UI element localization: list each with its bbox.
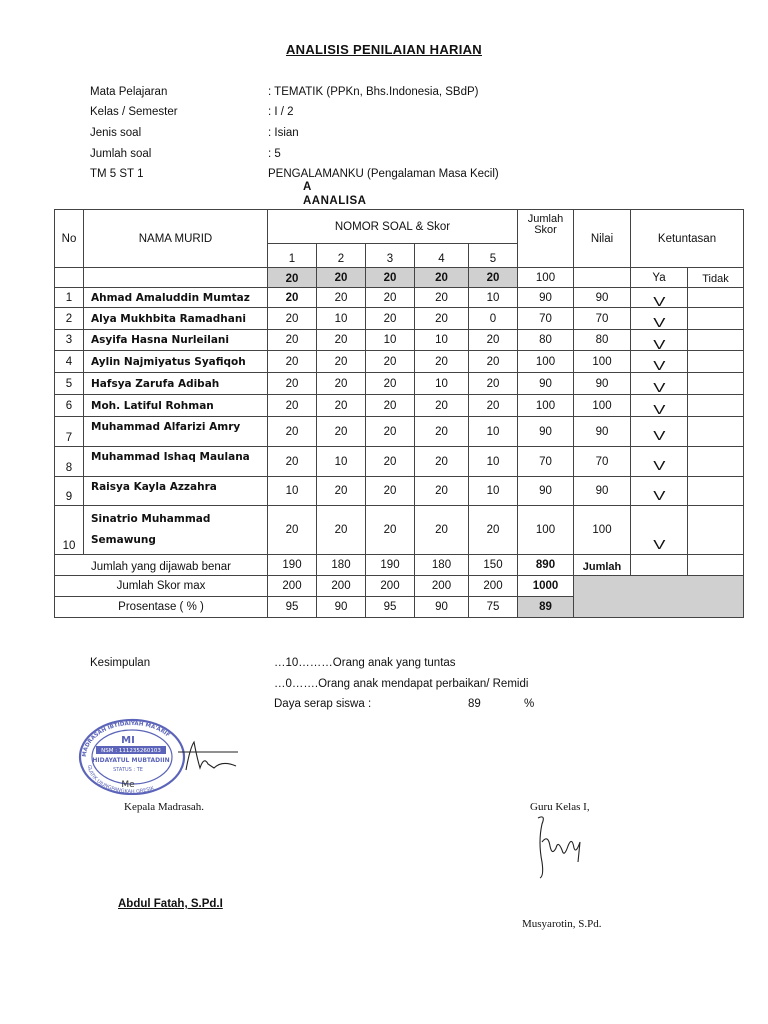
ya-cell (631, 351, 688, 373)
summary-row-benar (55, 555, 744, 576)
stamp-arc-text: MADRASAH IBTIDAIYAH MA'ARIF (81, 720, 171, 758)
score-cell: 20 (268, 330, 317, 351)
summary-jumlah-label: Jumlah (574, 555, 631, 576)
score-cell: 10 (366, 330, 415, 351)
tidak-cell (688, 351, 744, 373)
score-cell: 10 (469, 288, 518, 308)
check-mark: V (652, 537, 666, 552)
score-cell: 20 (317, 330, 366, 351)
header-tidak: Tidak (688, 268, 744, 288)
score-cell: 20 (317, 373, 366, 395)
score-cell: 20 (317, 395, 366, 417)
table-row (55, 417, 744, 447)
score-cell: 20 (415, 417, 469, 447)
score-cell: 0 (469, 308, 518, 330)
score-cell: 20 (366, 288, 415, 308)
check-mark: V (652, 458, 666, 473)
summary-cell: 200 (415, 576, 469, 597)
subheading-a: A (303, 181, 312, 193)
info-label-tema: TM 5 ST 1 (90, 168, 144, 180)
score-cell: 20 (317, 477, 366, 506)
school-stamp (76, 715, 186, 795)
student-name: Hafsya Zarufa Adibah (84, 373, 268, 395)
info-value-mata-pelajaran: : TEMATIK (PPKn, Bhs.Indonesia, SBdP) (268, 86, 479, 98)
score-cell: 20 (469, 395, 518, 417)
max-score-q3: 20 (366, 268, 415, 288)
score-cell: 20 (366, 447, 415, 477)
summary-cell: 190 (268, 555, 317, 576)
nilai-cell: 80 (574, 330, 631, 351)
header-ketuntasan: Ketuntasan (631, 210, 744, 268)
summary-cell: 90 (415, 597, 469, 618)
table-row (55, 395, 744, 417)
header-jumlah-skor: Jumlah Skor (518, 210, 574, 268)
subheading-analisa: AANALISA (303, 195, 367, 207)
row-no: 5 (55, 373, 84, 395)
info-value-jumlah-soal: : 5 (268, 148, 281, 160)
check-mark: V (652, 358, 666, 373)
info-label-mata-pelajaran: Mata Pelajaran (90, 86, 168, 98)
max-nilai-empty (574, 268, 631, 288)
daya-serap-unit: % (524, 698, 535, 710)
info-value-jenis-soal: : Isian (268, 127, 299, 139)
student-name: Raisya Kayla Azzahra (84, 477, 268, 506)
score-cell: 10 (268, 477, 317, 506)
row-no: 10 (55, 506, 84, 555)
total-cell: 90 (518, 373, 574, 395)
teacher-name: Musyarotin, S.Pd. (522, 918, 602, 930)
total-cell: 90 (518, 417, 574, 447)
summary-cell: 200 (366, 576, 415, 597)
summary-label-benar: Jumlah yang dijawab benar (55, 555, 268, 576)
summary-cell: 180 (317, 555, 366, 576)
header-no: No (55, 210, 84, 268)
nilai-cell: 100 (574, 506, 631, 555)
summary-total-pct: 89 (518, 597, 574, 618)
max-score-q5: 20 (469, 268, 518, 288)
tidak-cell (688, 417, 744, 447)
student-name-line1: Sinatrio Muhammad (91, 513, 211, 525)
score-cell: 20 (415, 308, 469, 330)
row-no: 9 (55, 477, 84, 506)
score-cell: 20 (268, 308, 317, 330)
summary-cell: 75 (469, 597, 518, 618)
summary-cell: 90 (317, 597, 366, 618)
tidak-cell (688, 373, 744, 395)
score-cell: 20 (415, 288, 469, 308)
student-name: Moh. Latiful Rohman (84, 395, 268, 417)
ya-cell (631, 308, 688, 330)
score-cell: 10 (469, 417, 518, 447)
conclusion-line1: …10………Orang anak yang tuntas (274, 657, 456, 669)
score-cell: 10 (415, 373, 469, 395)
conclusion-line2: …0…….Orang anak mendapat perbaikan/ Remidi (274, 678, 529, 690)
headmaster-signature-icon (178, 738, 243, 776)
score-cell: 20 (415, 447, 469, 477)
score-cell: 20 (268, 506, 317, 555)
student-name: Aylin Najmiyatus Syafiqoh (84, 351, 268, 373)
ya-cell (631, 417, 688, 447)
score-cell: 20 (268, 417, 317, 447)
table-row (55, 447, 744, 477)
score-cell: 20 (366, 351, 415, 373)
header-q4: 4 (415, 244, 469, 268)
tidak-cell (688, 395, 744, 417)
row-no: 8 (55, 447, 84, 477)
nilai-cell: 70 (574, 308, 631, 330)
table-row (55, 477, 744, 506)
ya-cell (631, 288, 688, 308)
tidak-cell (688, 506, 744, 555)
stamp-bottom-arc: GLATIK UJUNGPANGKAH GRESIK (85, 764, 156, 795)
header-nama-murid: NAMA MURID (84, 210, 268, 268)
row-no: 1 (55, 288, 84, 308)
info-label-kelas: Kelas / Semester (90, 106, 178, 118)
score-cell: 20 (366, 477, 415, 506)
score-cell: 10 (469, 477, 518, 506)
score-cell: 20 (268, 447, 317, 477)
summary-cell: 95 (366, 597, 415, 618)
max-total: 100 (518, 268, 574, 288)
student-name-line2: Semawung (91, 534, 156, 546)
summary-row-max (55, 576, 744, 597)
table-row (55, 330, 744, 351)
total-cell: 70 (518, 308, 574, 330)
score-cell: 20 (469, 330, 518, 351)
summary-label-max: Jumlah Skor max (55, 576, 268, 597)
info-value-tema: PENGALAMANKU (Pengalaman Masa Kecil) (268, 168, 499, 180)
stamp-logo: MI (121, 735, 135, 746)
score-cell: 10 (317, 447, 366, 477)
check-mark: V (652, 336, 666, 352)
document-title: ANALISIS PENILAIAN HARIAN (285, 42, 482, 57)
summary-gray-block (574, 576, 744, 618)
score-cell: 10 (469, 447, 518, 477)
score-cell: 20 (366, 308, 415, 330)
teacher-title: Guru Kelas I, (530, 801, 590, 813)
table-row (55, 506, 744, 555)
tidak-cell (688, 447, 744, 477)
score-cell: 20 (469, 373, 518, 395)
score-cell: 20 (469, 351, 518, 373)
student-name: Ahmad Amaluddin Mumtaz (84, 288, 268, 308)
ya-cell (631, 477, 688, 506)
stamp-fragment: Me (121, 780, 135, 790)
total-cell: 100 (518, 395, 574, 417)
table-row (55, 308, 744, 330)
score-cell: 20 (415, 395, 469, 417)
total-cell: 100 (518, 351, 574, 373)
daya-serap-value: 89 (468, 698, 481, 710)
ya-cell (631, 395, 688, 417)
score-cell: 20 (268, 373, 317, 395)
score-cell: 20 (469, 506, 518, 555)
headmaster-name: Abdul Fatah, S.Pd.I (118, 898, 223, 910)
summary-total-max: 1000 (518, 576, 574, 597)
max-score-q1: 20 (268, 268, 317, 288)
nilai-cell: 90 (574, 373, 631, 395)
nilai-cell: 90 (574, 417, 631, 447)
nilai-cell: 70 (574, 447, 631, 477)
check-mark: V (652, 428, 666, 443)
student-name: Asyifa Hasna Nurleilani (84, 330, 268, 351)
check-mark: V (652, 402, 666, 417)
ya-cell (631, 447, 688, 477)
score-cell: 10 (415, 330, 469, 351)
summary-cell: 200 (317, 576, 366, 597)
score-cell: 20 (366, 417, 415, 447)
header-q5: 5 (469, 244, 518, 268)
row-no: 3 (55, 330, 84, 351)
score-cell: 20 (268, 351, 317, 373)
stamp-status: STATUS : TE (113, 767, 143, 773)
max-score-q2: 20 (317, 268, 366, 288)
table-row (55, 351, 744, 373)
total-cell: 80 (518, 330, 574, 351)
header-q1: 1 (268, 244, 317, 268)
total-cell: 90 (518, 477, 574, 506)
summary-cell: 150 (469, 555, 518, 576)
info-label-jenis-soal: Jenis soal (90, 127, 142, 139)
ya-cell (631, 330, 688, 351)
max-score-q4: 20 (415, 268, 469, 288)
tidak-cell (688, 330, 744, 351)
summary-cell: 200 (268, 576, 317, 597)
header-q3: 3 (366, 244, 415, 268)
summary-total-benar: 890 (518, 555, 574, 576)
score-cell: 20 (366, 395, 415, 417)
score-cell: 20 (268, 288, 317, 308)
summary-cell: 180 (415, 555, 469, 576)
ya-cell (631, 373, 688, 395)
total-cell: 70 (518, 447, 574, 477)
tidak-cell (688, 477, 744, 506)
score-cell: 20 (268, 395, 317, 417)
student-name: Muhammad Ishaq Maulana (84, 447, 268, 477)
headmaster-title: Kepala Madrasah. (124, 801, 205, 813)
nilai-cell: 90 (574, 288, 631, 308)
table-row (55, 288, 744, 308)
check-mark: V (652, 380, 666, 395)
score-cell: 20 (317, 417, 366, 447)
nilai-cell: 100 (574, 395, 631, 417)
score-cell: 10 (317, 308, 366, 330)
student-name: Muhammad Alfarizi Amry (84, 417, 268, 447)
score-cell: 20 (317, 351, 366, 373)
score-cell: 20 (366, 373, 415, 395)
header-q2: 2 (317, 244, 366, 268)
score-table (54, 209, 744, 618)
student-name: Alya Mukhbita Ramadhani (84, 308, 268, 330)
daya-serap-label: Daya serap siswa : (274, 698, 372, 710)
nilai-cell: 100 (574, 351, 631, 373)
table-row (55, 373, 744, 395)
check-mark: V (652, 315, 666, 330)
score-cell: 20 (366, 506, 415, 555)
teacher-signature-icon (528, 812, 590, 880)
stamp-school-name: HIDAYATUL MUBTADIIN (92, 757, 170, 764)
row-no: 4 (55, 351, 84, 373)
score-cell: 20 (415, 477, 469, 506)
score-cell: 20 (415, 351, 469, 373)
summary-cell: 200 (469, 576, 518, 597)
row-no: 6 (55, 395, 84, 417)
tidak-cell (688, 288, 744, 308)
row-no: 2 (55, 308, 84, 330)
conclusion-label: Kesimpulan (90, 657, 151, 669)
student-name (84, 506, 268, 555)
score-cell: 20 (317, 506, 366, 555)
summary-cell: 95 (268, 597, 317, 618)
summary-cell: 190 (366, 555, 415, 576)
row-no: 7 (55, 417, 84, 447)
check-mark: V (652, 487, 666, 503)
check-mark: V (652, 294, 666, 309)
info-label-jumlah-soal: Jumlah soal (90, 148, 152, 160)
header-nilai: Nilai (574, 210, 631, 268)
info-value-kelas: : I / 2 (268, 106, 294, 118)
score-cell: 20 (317, 288, 366, 308)
header-ya: Ya (631, 268, 688, 288)
tidak-cell (688, 308, 744, 330)
total-cell: 90 (518, 288, 574, 308)
header-nomor-soal: NOMOR SOAL & Skor (268, 210, 518, 244)
nilai-cell: 90 (574, 477, 631, 506)
ya-cell (631, 506, 688, 555)
summary-label-pct: Prosentase ( % ) (55, 597, 268, 618)
total-cell: 100 (518, 506, 574, 555)
score-cell: 20 (415, 506, 469, 555)
stamp-nsm: NSM : 111235260103 (101, 748, 161, 754)
